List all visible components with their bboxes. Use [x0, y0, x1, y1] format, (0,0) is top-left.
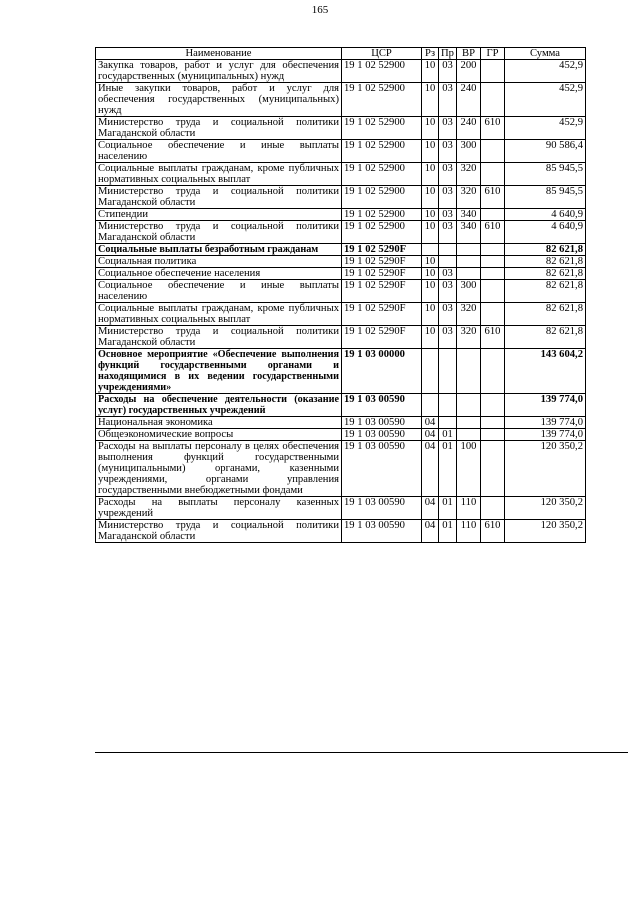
cell-rz: 04 — [422, 429, 439, 441]
budget-table — [95, 47, 586, 543]
cell-name: Социальное обеспечение населения — [96, 268, 342, 280]
cell-gr — [481, 497, 505, 520]
header-csr: ЦСР — [342, 48, 422, 60]
cell-gr — [481, 429, 505, 441]
table-row — [96, 140, 586, 163]
cell-csr: 19 1 03 00000 — [342, 349, 422, 394]
table-row — [96, 268, 586, 280]
cell-gr — [481, 303, 505, 326]
table-row — [96, 186, 586, 209]
table-row — [96, 117, 586, 140]
cell-name: Общеэкономические вопросы — [96, 429, 342, 441]
cell-pr: 03 — [439, 303, 457, 326]
cell-pr: 03 — [439, 280, 457, 303]
cell-rz: 04 — [422, 520, 439, 543]
cell-name: Министерство труда и социальной политики Магаданской области — [96, 326, 342, 349]
cell-rz — [422, 394, 439, 417]
cell-csr: 19 1 02 52900 — [342, 140, 422, 163]
cell-rz: 10 — [422, 268, 439, 280]
cell-pr — [439, 244, 457, 256]
cell-rz: 04 — [422, 497, 439, 520]
cell-pr: 01 — [439, 520, 457, 543]
cell-sum: 452,9 — [505, 117, 586, 140]
cell-vr: 320 — [457, 326, 481, 349]
cell-csr: 19 1 03 00590 — [342, 520, 422, 543]
header-rz: Рз — [422, 48, 439, 60]
cell-rz: 10 — [422, 117, 439, 140]
cell-sum: 82 621,8 — [505, 244, 586, 256]
cell-rz: 04 — [422, 441, 439, 497]
cell-rz: 10 — [422, 326, 439, 349]
cell-vr: 340 — [457, 209, 481, 221]
table-row — [96, 394, 586, 417]
cell-sum: 85 945,5 — [505, 163, 586, 186]
cell-name: Стипендии — [96, 209, 342, 221]
cell-rz: 04 — [422, 417, 439, 429]
cell-gr — [481, 163, 505, 186]
cell-gr — [481, 140, 505, 163]
cell-csr: 19 1 03 00590 — [342, 441, 422, 497]
header-sum: Сумма — [505, 48, 586, 60]
cell-vr: 300 — [457, 280, 481, 303]
cell-vr — [457, 394, 481, 417]
cell-vr — [457, 268, 481, 280]
table-row — [96, 349, 586, 394]
cell-sum: 90 586,4 — [505, 140, 586, 163]
cell-gr — [481, 268, 505, 280]
cell-pr: 03 — [439, 221, 457, 244]
cell-gr — [481, 244, 505, 256]
cell-name: Расходы на обеспечение деятельности (оказание услуг) государственных учреждений — [96, 394, 342, 417]
cell-gr — [481, 441, 505, 497]
cell-gr — [481, 417, 505, 429]
cell-name: Социальные выплаты гражданам, кроме публичных нормативных социальных выплат — [96, 303, 342, 326]
cell-gr: 610 — [481, 326, 505, 349]
table-row — [96, 221, 586, 244]
cell-pr — [439, 349, 457, 394]
cell-sum: 120 350,2 — [505, 520, 586, 543]
cell-sum: 4 640,9 — [505, 209, 586, 221]
table-row — [96, 303, 586, 326]
cell-name: Основное мероприятие «Обеспечение выполнения функций государственными органами и находящимися в их ведении государственными учреждениями» — [96, 349, 342, 394]
cell-pr — [439, 394, 457, 417]
cell-name: Социальное обеспечение и иные выплаты населению — [96, 280, 342, 303]
cell-rz: 10 — [422, 140, 439, 163]
cell-gr: 610 — [481, 520, 505, 543]
cell-name: Министерство труда и социальной политики Магаданской области — [96, 117, 342, 140]
cell-csr: 19 1 02 5290F — [342, 244, 422, 256]
cell-gr — [481, 60, 505, 83]
cell-vr — [457, 417, 481, 429]
cell-pr: 03 — [439, 326, 457, 349]
table-row — [96, 256, 586, 268]
cell-vr: 110 — [457, 497, 481, 520]
cell-name: Социальная политика — [96, 256, 342, 268]
cell-sum: 143 604,2 — [505, 349, 586, 394]
cell-pr — [439, 417, 457, 429]
cell-sum: 120 350,2 — [505, 497, 586, 520]
cell-sum: 85 945,5 — [505, 186, 586, 209]
cell-vr: 240 — [457, 117, 481, 140]
cell-csr: 19 1 02 5290F — [342, 280, 422, 303]
cell-sum: 82 621,8 — [505, 303, 586, 326]
cell-vr — [457, 429, 481, 441]
header-vr: ВР — [457, 48, 481, 60]
cell-pr: 03 — [439, 83, 457, 117]
cell-rz: 10 — [422, 209, 439, 221]
cell-vr: 320 — [457, 303, 481, 326]
cell-pr: 03 — [439, 60, 457, 83]
cell-pr: 03 — [439, 140, 457, 163]
table-row — [96, 326, 586, 349]
cell-vr: 300 — [457, 140, 481, 163]
cell-name: Иные закупки товаров, работ и услуг для обеспечения государственных (муниципальных) нужд — [96, 83, 342, 117]
cell-csr: 19 1 02 52900 — [342, 186, 422, 209]
cell-name: Социальное обеспечение и иные выплаты населению — [96, 140, 342, 163]
cell-csr: 19 1 02 5290F — [342, 256, 422, 268]
cell-name: Национальная экономика — [96, 417, 342, 429]
cell-rz: 10 — [422, 186, 439, 209]
cell-rz: 10 — [422, 163, 439, 186]
header-gr: ГР — [481, 48, 505, 60]
page-number: 165 — [311, 4, 329, 16]
cell-csr: 19 1 02 52900 — [342, 209, 422, 221]
cell-csr: 19 1 02 5290F — [342, 326, 422, 349]
cell-csr: 19 1 02 52900 — [342, 221, 422, 244]
cell-csr: 19 1 02 52900 — [342, 117, 422, 140]
header-name: Наименование — [96, 48, 342, 60]
cell-rz: 10 — [422, 60, 439, 83]
cell-gr — [481, 256, 505, 268]
cell-vr: 240 — [457, 83, 481, 117]
cell-csr: 19 1 03 00590 — [342, 417, 422, 429]
cell-pr: 03 — [439, 117, 457, 140]
cell-name: Министерство труда и социальной политики Магаданской области — [96, 520, 342, 543]
cell-pr: 03 — [439, 209, 457, 221]
table-row — [96, 441, 586, 497]
cell-vr: 320 — [457, 186, 481, 209]
cell-sum: 452,9 — [505, 83, 586, 117]
table-row — [96, 520, 586, 543]
cell-rz — [422, 244, 439, 256]
cell-sum: 452,9 — [505, 60, 586, 83]
footer-divider — [95, 752, 628, 753]
table-header-row — [96, 48, 586, 60]
table-row — [96, 163, 586, 186]
cell-sum: 139 774,0 — [505, 394, 586, 417]
cell-rz: 10 — [422, 256, 439, 268]
cell-gr — [481, 209, 505, 221]
cell-rz: 10 — [422, 221, 439, 244]
header-pr: Пр — [439, 48, 457, 60]
cell-gr: 610 — [481, 186, 505, 209]
cell-csr: 19 1 02 52900 — [342, 83, 422, 117]
cell-sum: 120 350,2 — [505, 441, 586, 497]
table-row — [96, 429, 586, 441]
cell-name: Расходы на выплаты персоналу казенных учреждений — [96, 497, 342, 520]
table-body — [96, 60, 586, 543]
cell-csr: 19 1 02 52900 — [342, 163, 422, 186]
table-row — [96, 497, 586, 520]
cell-vr — [457, 256, 481, 268]
cell-gr: 610 — [481, 221, 505, 244]
cell-rz: 10 — [422, 280, 439, 303]
cell-sum: 82 621,8 — [505, 326, 586, 349]
cell-rz: 10 — [422, 303, 439, 326]
cell-csr: 19 1 03 00590 — [342, 394, 422, 417]
cell-name: Министерство труда и социальной политики Магаданской области — [96, 221, 342, 244]
cell-vr — [457, 244, 481, 256]
cell-vr: 200 — [457, 60, 481, 83]
cell-vr: 100 — [457, 441, 481, 497]
table-row — [96, 83, 586, 117]
cell-gr — [481, 83, 505, 117]
cell-name: Социальные выплаты гражданам, кроме публичных нормативных социальных выплат — [96, 163, 342, 186]
cell-vr: 340 — [457, 221, 481, 244]
cell-pr: 03 — [439, 186, 457, 209]
cell-csr: 19 1 03 00590 — [342, 429, 422, 441]
table-row — [96, 244, 586, 256]
cell-vr — [457, 349, 481, 394]
table-row — [96, 280, 586, 303]
cell-rz: 10 — [422, 83, 439, 117]
cell-pr — [439, 256, 457, 268]
cell-sum: 82 621,8 — [505, 280, 586, 303]
cell-pr: 03 — [439, 163, 457, 186]
cell-pr: 03 — [439, 268, 457, 280]
cell-sum: 82 621,8 — [505, 256, 586, 268]
cell-sum: 4 640,9 — [505, 221, 586, 244]
cell-pr: 01 — [439, 429, 457, 441]
cell-pr: 01 — [439, 441, 457, 497]
cell-name: Социальные выплаты безработным гражданам — [96, 244, 342, 256]
cell-name: Министерство труда и социальной политики Магаданской области — [96, 186, 342, 209]
cell-gr — [481, 349, 505, 394]
table-row — [96, 60, 586, 83]
cell-csr: 19 1 02 5290F — [342, 268, 422, 280]
cell-gr — [481, 280, 505, 303]
cell-name: Расходы на выплаты персоналу в целях обеспечения выполнения функций государственными (муниципальными) органами, казенными учреждениями, органами управления государственными внебюджетными фондами — [96, 441, 342, 497]
cell-csr: 19 1 02 52900 — [342, 60, 422, 83]
cell-gr — [481, 394, 505, 417]
table-row — [96, 209, 586, 221]
cell-csr: 19 1 02 5290F — [342, 303, 422, 326]
cell-name: Закупка товаров, работ и услуг для обеспечения государственных (муниципальных) нужд — [96, 60, 342, 83]
cell-sum: 139 774,0 — [505, 417, 586, 429]
cell-rz — [422, 349, 439, 394]
cell-csr: 19 1 03 00590 — [342, 497, 422, 520]
cell-vr: 320 — [457, 163, 481, 186]
cell-sum: 139 774,0 — [505, 429, 586, 441]
cell-pr: 01 — [439, 497, 457, 520]
table-row — [96, 417, 586, 429]
cell-gr: 610 — [481, 117, 505, 140]
cell-vr: 110 — [457, 520, 481, 543]
cell-sum: 82 621,8 — [505, 268, 586, 280]
